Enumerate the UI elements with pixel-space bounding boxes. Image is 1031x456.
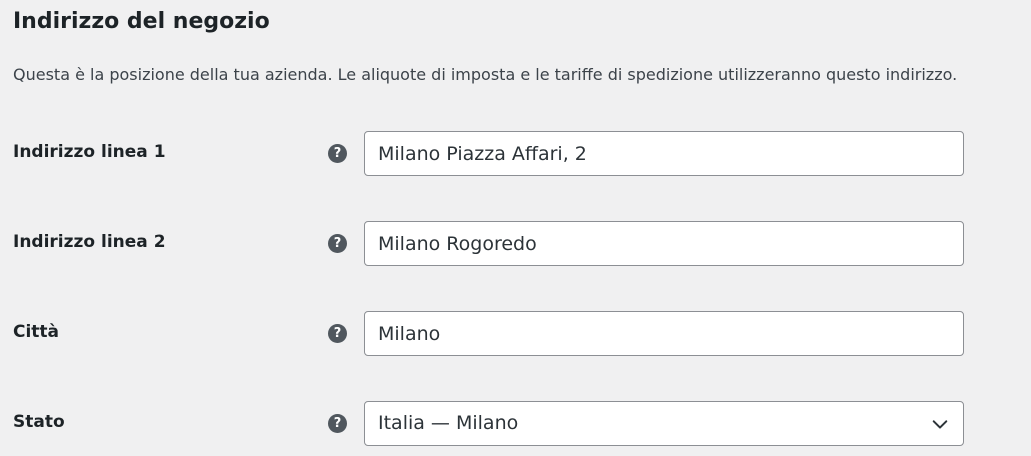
help-icon[interactable]: ? [328, 144, 347, 163]
address-line-1-input[interactable] [364, 131, 964, 176]
section-title: Indirizzo del negozio [13, 9, 270, 34]
city-row [0, 311, 1031, 357]
address-line-1-row [0, 131, 1031, 177]
address-line-2-label: Indirizzo linea 2 [13, 232, 166, 252]
country-state-selected-value: Italia — Milano [378, 412, 519, 434]
address-line-1-label: Indirizzo linea 1 [13, 142, 166, 162]
address-line-2-input[interactable] [364, 221, 964, 266]
help-icon[interactable]: ? [328, 234, 347, 253]
city-label: Città [13, 322, 60, 342]
section-description: Questa è la posizione della tua azienda. Le aliquote di imposta e le tariffe di spedizione utilizzeranno questo indirizzo. [13, 65, 958, 84]
chevron-down-icon [931, 415, 949, 433]
country-state-label: Stato [13, 412, 65, 432]
country-state-row [0, 401, 1031, 447]
city-input[interactable] [364, 311, 964, 356]
help-icon[interactable]: ? [328, 414, 347, 433]
address-line-2-row [0, 221, 1031, 267]
country-state-select[interactable] [364, 401, 964, 446]
help-icon[interactable]: ? [328, 324, 347, 343]
